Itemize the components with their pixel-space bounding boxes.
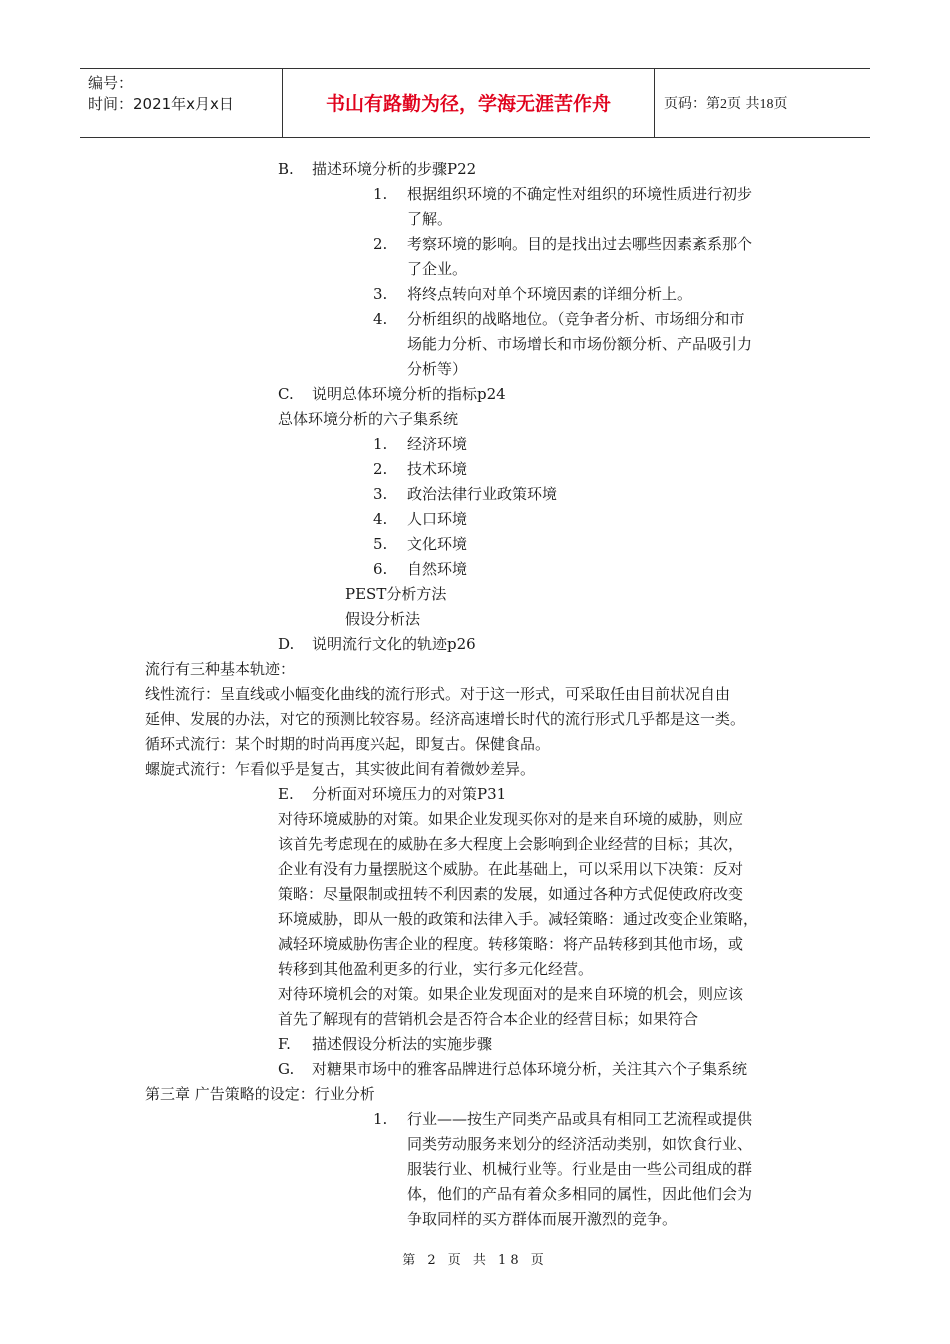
list-item-cont: 服装行业、机械行业等。行业是由一些公司组成的群 xyxy=(407,1160,753,1178)
paragraph-line: 循环式流行：某个时期的时尚再度兴起，即复古。保健食品。 xyxy=(145,735,551,753)
paragraph-line: PEST分析方法 xyxy=(345,585,447,603)
header-motto: 书山有路勤为径，学海无涯苦作舟 xyxy=(325,93,611,115)
header-time: 时间：2021年x月x日 xyxy=(88,95,234,113)
page-footer: 第 2 页 共 18 页 xyxy=(402,1253,548,1268)
paragraph-line: 总体环境分析的六子集系统 xyxy=(278,410,459,428)
paragraph-line: 对待环境机会的对策。如果企业发现面对的是来自环境的机会，则应该 xyxy=(278,985,744,1003)
paragraph-line: 线性流行：呈直线或小幅变化曲线的流行形式。对于这一形式，可采取任由目前状况自由 xyxy=(145,685,731,703)
paragraph-line: 首先了解现有的营销机会是否符合本企业的经营目标；如果符合 xyxy=(278,1010,699,1028)
paragraph-line: 延伸、发展的办法，对它的预测比较容易。经济高速增长时代的流行形式几乎都是这一类。 xyxy=(145,710,746,728)
list-item-cont: 分析等） xyxy=(407,360,468,378)
paragraph-line: 转移到其他盈利更多的行业，实行多元化经营。 xyxy=(278,960,594,978)
header-number: 编号： xyxy=(88,74,134,92)
paragraph-line: 环境威胁，即从一般的政策和法律入手。减轻策略：通过改变企业策略， xyxy=(278,910,759,928)
paragraph-line: 减轻环境威胁伤害企业的程度。转移策略：将产品转移到其他市场，或 xyxy=(278,935,744,953)
list-item-cont: 体，他们的产品有着众多相同的属性，因此他们会为 xyxy=(407,1185,753,1203)
paragraph-line: 流行有三种基本轨迹： xyxy=(145,660,296,678)
header-meta xyxy=(88,73,284,115)
paragraph-line: 企业有没有力量摆脱这个威胁。在此基础上，可以采用以下决策：反对 xyxy=(278,860,744,878)
list-item-cont: 同类劳动服务来划分的经济活动类别，如饮食行业、 xyxy=(407,1135,753,1153)
list-item-cont: 了企业。 xyxy=(407,260,468,278)
paragraph-line: 策略：尽量限制或扭转不利因素的发展，如通过各种方式促使政府改变 xyxy=(278,885,744,903)
list-item-cont: 场能力分析、市场增长和市场份额分析、产品吸引力 xyxy=(407,335,753,353)
paragraph-line: 该首先考虑现在的威胁在多大程度上会影响到企业经营的目标；其次， xyxy=(278,835,744,853)
list-item-cont: 了解。 xyxy=(407,210,453,228)
page-header xyxy=(80,68,870,138)
paragraph-line: 假设分析法 xyxy=(345,610,421,628)
header-page-info: 页码：第2页 共18页 xyxy=(664,96,788,112)
chapter-heading: 第三章 广告策略的设定：行业分析 xyxy=(145,1085,375,1103)
header-divider xyxy=(654,69,655,137)
paragraph-line: 螺旋式流行：乍看似乎是复古，其实彼此间有着微妙差异。 xyxy=(145,760,536,778)
list-item-cont: 争取同样的买方群体而展开激烈的竞争。 xyxy=(407,1210,678,1228)
paragraph-line: 对待环境威胁的对策。如果企业发现买你对的是来自环境的威胁，则应 xyxy=(278,810,744,828)
